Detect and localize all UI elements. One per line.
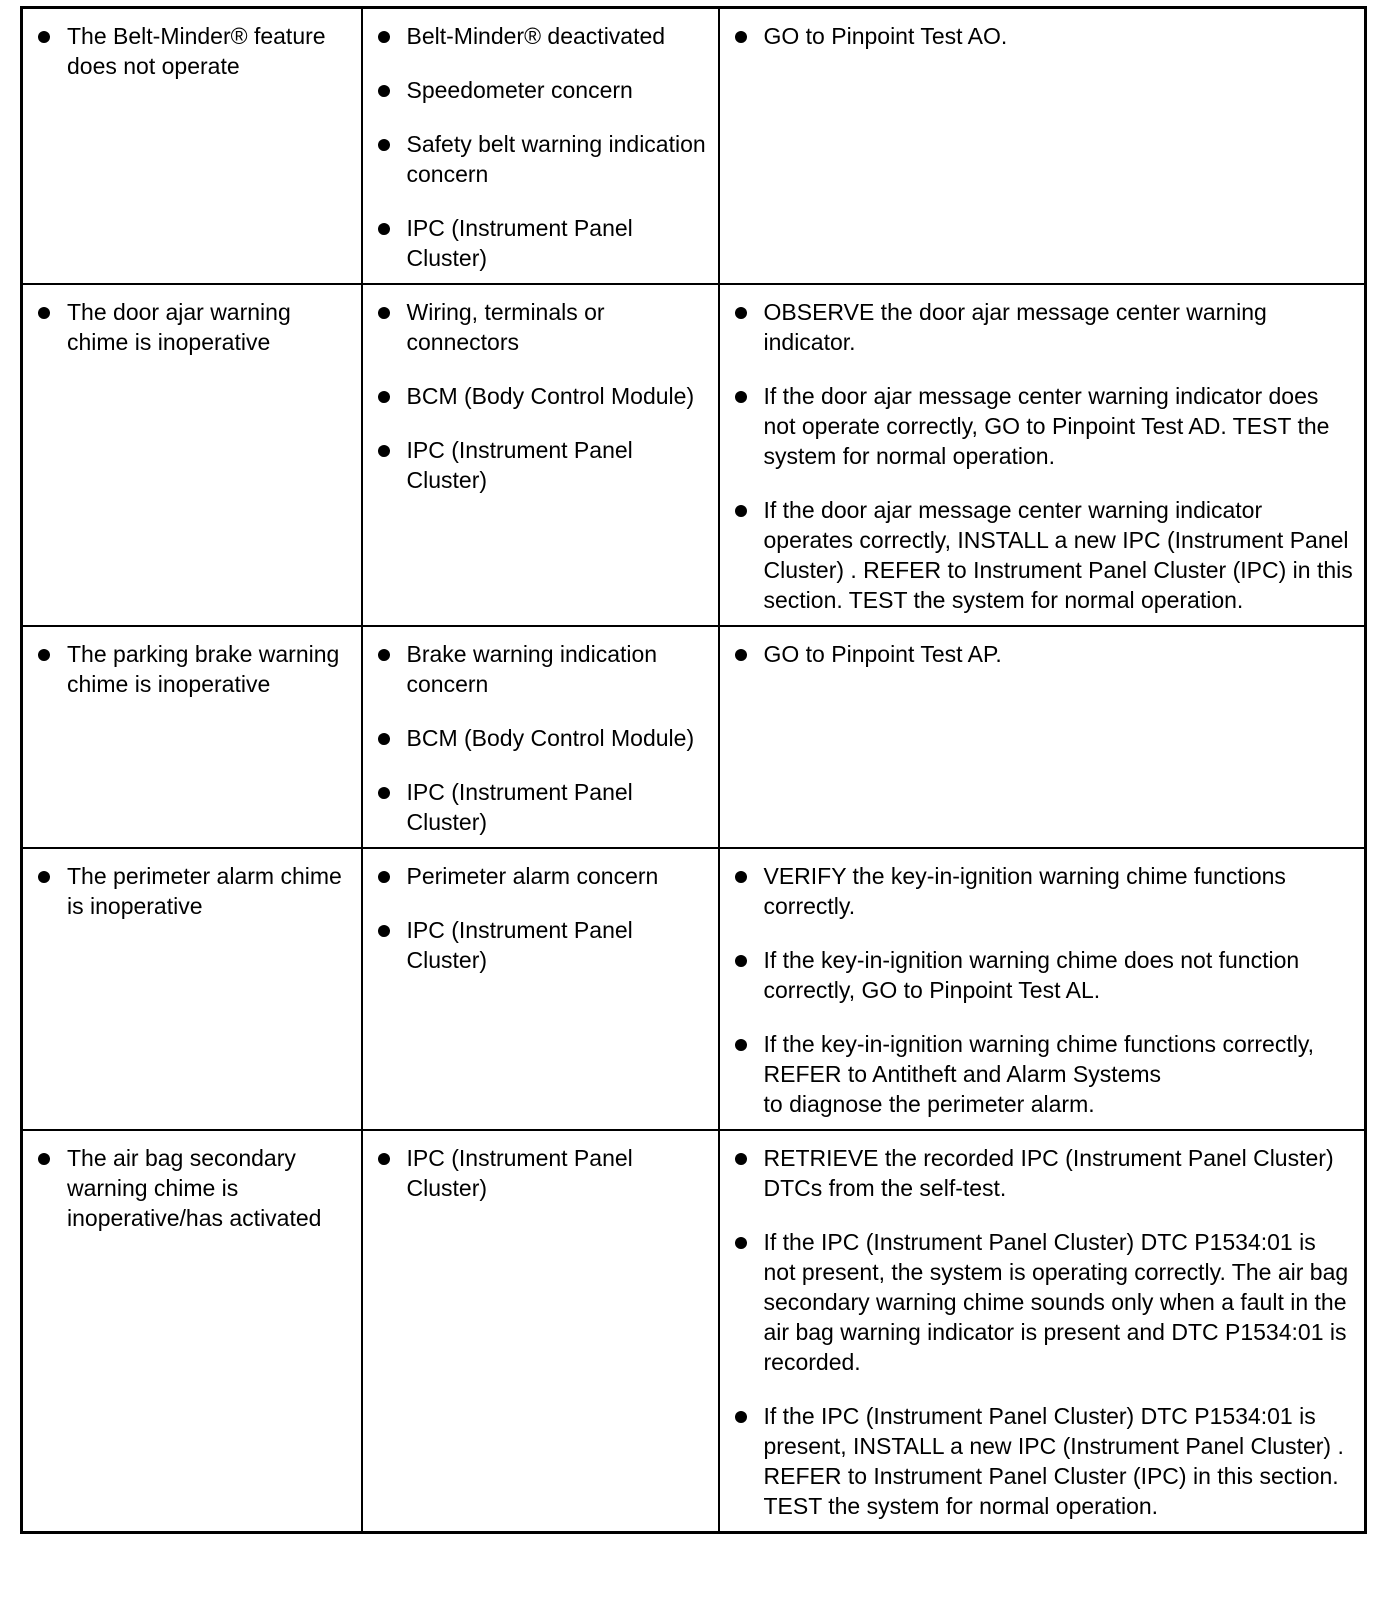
bullet-icon (735, 307, 747, 319)
list-item (33, 297, 351, 357)
bullet-list (730, 861, 1355, 1119)
bullet-icon (38, 1153, 50, 1165)
action-cell (719, 848, 1366, 1130)
list-item-text: IPC (Instrument Panel Cluster) (406, 917, 633, 973)
list-item (730, 381, 1355, 471)
list-item-text: If the key-in-ignition warning chime functions correctly, REFER to Antitheft and Alarm Systems to diagnose the perimeter alarm. (763, 1031, 1315, 1117)
table-row (22, 626, 1366, 848)
bullet-list (373, 21, 708, 273)
list-item-text: IPC (Instrument Panel Cluster) (406, 215, 633, 271)
bullet-icon (378, 31, 390, 43)
bullet-icon (735, 1039, 747, 1051)
bullet-list (730, 297, 1355, 615)
bullet-icon (378, 223, 390, 235)
bullet-icon (735, 1153, 747, 1165)
list-item (373, 777, 708, 837)
list-item (33, 639, 351, 699)
possible-source-cell (362, 848, 719, 1130)
bullet-icon (378, 1153, 390, 1165)
list-item-text: If the door ajar message center warning indicator does not operate correctly, GO to Pinpoint Test AD. TEST the system for normal operation. (763, 383, 1330, 469)
list-item (373, 639, 708, 699)
list-item-text: The parking brake warning chime is inoperative (67, 641, 340, 697)
bullet-icon (38, 31, 50, 43)
list-item (33, 1143, 351, 1233)
list-item-text: Brake warning indication concern (406, 641, 658, 697)
list-item (730, 1029, 1355, 1119)
table-row (22, 284, 1366, 626)
list-item-text: Perimeter alarm concern (406, 863, 659, 889)
bullet-icon (378, 307, 390, 319)
list-item-text: GO to Pinpoint Test AO. (763, 23, 1008, 49)
list-item-text: IPC (Instrument Panel Cluster) (406, 1145, 633, 1201)
table-row (22, 8, 1366, 285)
bullet-icon (735, 649, 747, 661)
list-item-text: GO to Pinpoint Test AP. (763, 641, 1002, 667)
list-item-text: OBSERVE the door ajar message center warning indicator. (763, 299, 1267, 355)
bullet-icon (38, 307, 50, 319)
list-item-text: Safety belt warning indication concern (406, 131, 706, 187)
possible-source-cell (362, 284, 719, 626)
condition-cell (22, 626, 362, 848)
bullet-list (730, 639, 1355, 669)
table-row (22, 848, 1366, 1130)
list-item (730, 297, 1355, 357)
document-page (20, 6, 1364, 1534)
list-item (373, 861, 708, 891)
list-item (373, 915, 708, 975)
list-item (730, 1401, 1355, 1521)
bullet-icon (735, 31, 747, 43)
list-item (730, 861, 1355, 921)
list-item (730, 495, 1355, 615)
bullet-icon (378, 139, 390, 151)
bullet-list (33, 639, 351, 699)
bullet-icon (735, 505, 747, 517)
list-item-text: VERIFY the key-in-ignition warning chime functions correctly. (763, 863, 1286, 919)
list-item-text: If the IPC (Instrument Panel Cluster) DTC P1534:01 is present, INSTALL a new IPC (Instrument Panel Cluster) . REFER to Instrument Panel Cluster (IPC) in this section. TEST the system for normal operation. (763, 1403, 1344, 1519)
bullet-list (373, 1143, 708, 1203)
bullet-list (33, 1143, 351, 1233)
list-item (33, 21, 351, 81)
bullet-icon (378, 871, 390, 883)
bullet-list (373, 639, 708, 837)
list-item-text: IPC (Instrument Panel Cluster) (406, 437, 633, 493)
bullet-icon (735, 1411, 747, 1423)
list-item (33, 861, 351, 921)
action-cell (719, 284, 1366, 626)
list-item-text: The perimeter alarm chime is inoperative (67, 863, 342, 919)
list-item-text: The air bag secondary warning chime is inoperative/has activated (67, 1145, 322, 1231)
bullet-icon (378, 85, 390, 97)
list-item-text: If the key-in-ignition warning chime does not function correctly, GO to Pinpoint Test AL. (763, 947, 1300, 1003)
list-item (730, 945, 1355, 1005)
condition-cell (22, 848, 362, 1130)
condition-cell (22, 8, 362, 285)
possible-source-cell (362, 8, 719, 285)
bullet-list (33, 21, 351, 81)
bullet-list (373, 297, 708, 495)
bullet-icon (378, 391, 390, 403)
list-item-text: BCM (Body Control Module) (406, 725, 695, 751)
list-item-text: IPC (Instrument Panel Cluster) (406, 779, 633, 835)
list-item (373, 213, 708, 273)
list-item (730, 1143, 1355, 1203)
table-row (22, 1130, 1366, 1533)
list-item-text: If the door ajar message center warning indicator operates correctly, INSTALL a new IPC (Instrument Panel Cluster) . REFER to Instrument Panel Cluster (IPC) in this section. TEST the system for normal operation. (763, 497, 1353, 613)
symptom-chart-table (20, 6, 1367, 1534)
list-item-text: RETRIEVE the recorded IPC (Instrument Panel Cluster) DTCs from the self-test. (763, 1145, 1334, 1201)
bullet-list (33, 297, 351, 357)
list-item (373, 75, 708, 105)
list-item-text: The Belt-Minder® feature does not operate (67, 23, 326, 79)
action-cell (719, 8, 1366, 285)
list-item-text: Belt-Minder® deactivated (406, 23, 666, 49)
condition-cell (22, 1130, 362, 1533)
possible-source-cell (362, 1130, 719, 1533)
list-item-text: Wiring, terminals or connectors (406, 299, 605, 355)
bullet-icon (38, 871, 50, 883)
action-cell (719, 1130, 1366, 1533)
bullet-icon (735, 871, 747, 883)
list-item (730, 21, 1355, 51)
list-item (373, 21, 708, 51)
bullet-icon (378, 925, 390, 937)
bullet-icon (378, 787, 390, 799)
list-item (373, 1143, 708, 1203)
list-item (373, 381, 708, 411)
list-item (373, 297, 708, 357)
bullet-list (730, 21, 1355, 51)
list-item-text: If the IPC (Instrument Panel Cluster) DTC P1534:01 is not present, the system is operating correctly. The air bag secondary warning chime sounds only when a fault in the air bag warning indicator is present and DTC P1534:01 is recorded. (763, 1229, 1349, 1375)
list-item (730, 639, 1355, 669)
bullet-list (33, 861, 351, 921)
bullet-icon (378, 445, 390, 457)
bullet-icon (735, 391, 747, 403)
list-item (373, 435, 708, 495)
list-item (373, 129, 708, 189)
list-item-text: BCM (Body Control Module) (406, 383, 695, 409)
bullet-list (730, 1143, 1355, 1521)
bullet-icon (735, 1237, 747, 1249)
bullet-icon (378, 649, 390, 661)
action-cell (719, 626, 1366, 848)
list-item (373, 723, 708, 753)
list-item (730, 1227, 1355, 1377)
bullet-list (373, 861, 708, 975)
list-item-text: The door ajar warning chime is inoperative (67, 299, 291, 355)
possible-source-cell (362, 626, 719, 848)
bullet-icon (735, 955, 747, 967)
list-item-text: Speedometer concern (406, 77, 633, 103)
symptom-chart-body (22, 8, 1366, 1533)
condition-cell (22, 284, 362, 626)
bullet-icon (38, 649, 50, 661)
bullet-icon (378, 733, 390, 745)
